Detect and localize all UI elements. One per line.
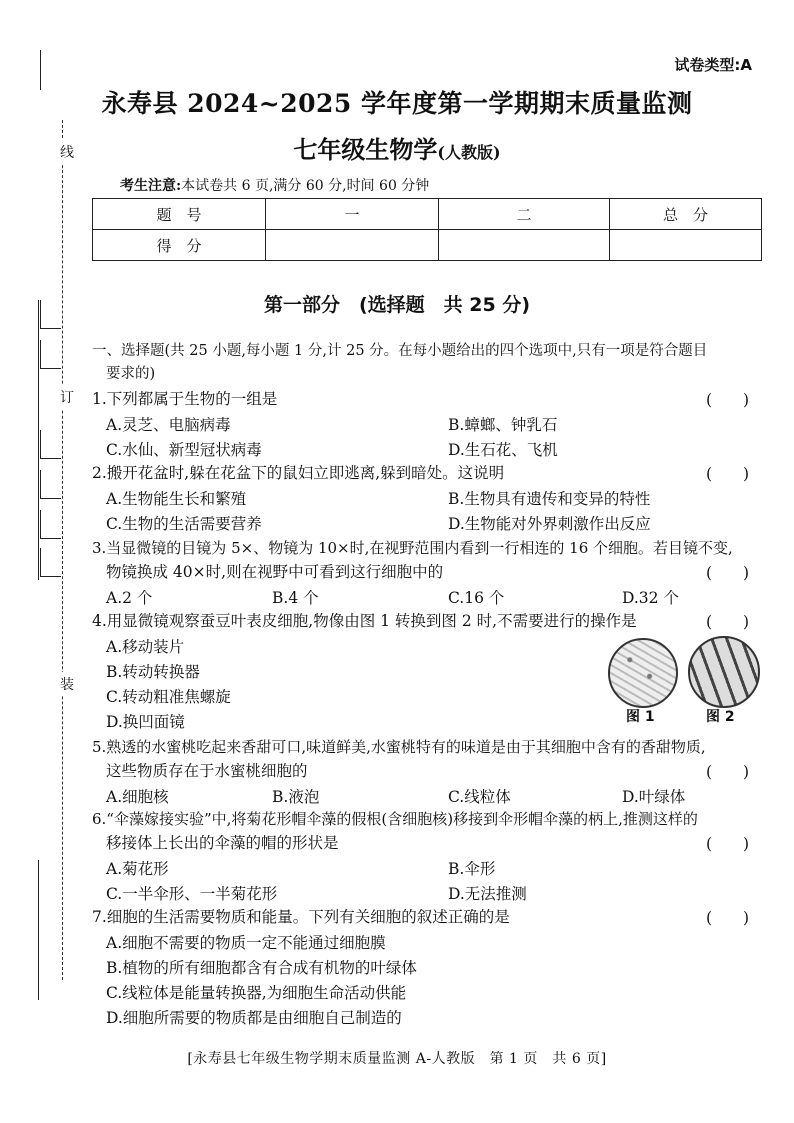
margin-bracket [40,470,61,499]
option: D.换凹面镜 [106,713,185,731]
answer-bracket: ( ) [706,909,750,927]
option: B.4 个 [272,589,319,607]
score-cell [610,230,762,261]
notice-label: 考生注意: [120,178,182,194]
page-footer: [永寿县七年级生物学期末质量监测 A-人教版 第 1 页 共 6 页] [187,1051,607,1067]
question-stem: 3.当显微镜的目镜为 5×、物镜为 10×时,在视野范围内看到一行相连的 16 个细胞。若目镜不变, [92,539,733,557]
score-header-cell: 二 [439,199,610,230]
question-stem: 1.下列都属于生物的一组是 [92,390,278,408]
option: D.32 个 [622,589,679,607]
margin-bracket [40,548,61,577]
option: C.水仙、新型冠状病毒 [106,441,262,459]
binding-char-xian: 线 [60,140,74,164]
score-cell [439,230,610,261]
question-stem-cont: 物镜换成 40×时,则在视野中可看到这行细胞中的 [106,563,444,581]
option: C.生物的生活需要营养 [106,515,262,533]
margin-rule [38,860,39,1000]
answer-bracket: ( ) [706,835,750,853]
option: D.叶绿体 [622,788,686,806]
question-stem: 4.用显微镜观察蚕豆叶表皮细胞,物像由图 1 转换到图 2 时,不需要进行的操作是 [92,612,637,630]
score-header-cell: 题 号 [93,199,266,230]
option: C.线粒体是能量转换器,为细胞生命活动供能 [106,984,407,1002]
subject-name: 七年级生物学 [293,135,438,164]
score-table [92,198,762,261]
binding-line [62,120,63,980]
binding-char-ding: 订 [60,385,74,409]
score-table-header-row [93,199,762,230]
question-stem: 6.“伞藻嫁接实验”中,将菊花形帽伞藻的假根(含细胞核)移接到伞形帽伞藻的柄上,推测这样的 [92,810,698,828]
option: A.生物能生长和繁殖 [106,490,247,508]
answer-bracket: ( ) [706,564,750,582]
option: D.无法推测 [448,885,527,903]
candidate-notice [120,175,429,195]
option: C.线粒体 [448,788,511,806]
subject-title [0,130,794,165]
option: B.蟑螂、钟乳石 [448,416,558,434]
margin-rule [38,300,39,580]
score-cell [266,230,439,261]
answer-bracket: ( ) [706,763,750,781]
section-intro: 一、选择题(共 25 小题,每小题 1 分,计 25 分。在每小题给出的四个选项中,只有一项是符合题目 [92,343,708,359]
margin-bracket [40,430,61,459]
option: B.伞形 [448,860,496,878]
option: A.细胞核 [106,788,169,806]
answer-bracket: ( ) [706,613,750,631]
exam-title: 永寿县 2024~2025 学年度第一学期期末质量监测 [101,89,693,118]
micrograph-figure-1 [608,638,678,708]
option: D.细胞所需要的物质都是由细胞自己制造的 [106,1009,402,1027]
notice-text: 本试卷共 6 页,满分 60 分,时间 60 分钟 [181,178,430,194]
option: A.移动装片 [106,638,185,656]
question-stem: 2.搬开花盆时,躲在花盆下的鼠妇立即逃离,躲到暗处。这说明 [92,464,505,482]
question-stem-cont: 这些物质存在于水蜜桃细胞的 [106,762,308,780]
margin-bracket [40,340,61,369]
figure-2-label: 图 2 [706,709,735,725]
option: C.转动粗准焦螺旋 [106,688,231,706]
option: B.转动转换器 [106,663,200,681]
option: C.一半伞形、一半菊花形 [106,885,278,903]
option: A.2 个 [106,589,153,607]
edition-label: (人教版) [437,143,501,162]
answer-bracket: ( ) [706,391,750,409]
paper-type: 试卷类型:A [674,56,752,74]
score-row-label: 得 分 [93,230,266,261]
option: A.菊花形 [106,860,169,878]
option: A.灵芝、电脑病毒 [106,416,231,434]
option: A.细胞不需要的物质一定不能通过细胞膜 [106,934,386,952]
margin-bracket [40,510,61,539]
option: C.16 个 [448,589,505,607]
micrograph-figure-2 [688,636,760,708]
section-intro-cont: 要求的) [106,366,156,382]
question-stem: 7.细胞的生活需要物质和能量。下列有关细胞的叙述正确的是 [92,908,510,926]
option: B.液泡 [272,788,320,806]
part-title: 第一部分 (选择题 共 25 分) [263,294,531,316]
answer-bracket: ( ) [706,465,750,483]
figure-1-label: 图 1 [626,709,655,725]
option: D.生物能对外界刺激作出反应 [448,515,651,533]
score-table-score-row [93,230,762,261]
option: B.植物的所有细胞都含有合成有机物的叶绿体 [106,959,417,977]
option: B.生物具有遗传和变异的特性 [448,490,651,508]
question-stem-cont: 移接体上长出的伞藻的帽的形状是 [106,834,339,852]
score-header-cell: 总 分 [610,199,762,230]
question-stem: 5.熟透的水蜜桃吃起来香甜可口,味道鲜美,水蜜桃特有的味道是由于其细胞中含有的香甜物质, [92,738,706,756]
option: D.生石花、飞机 [448,441,558,459]
binding-char-zhuang: 装 [60,672,74,696]
score-header-cell: 一 [266,199,439,230]
